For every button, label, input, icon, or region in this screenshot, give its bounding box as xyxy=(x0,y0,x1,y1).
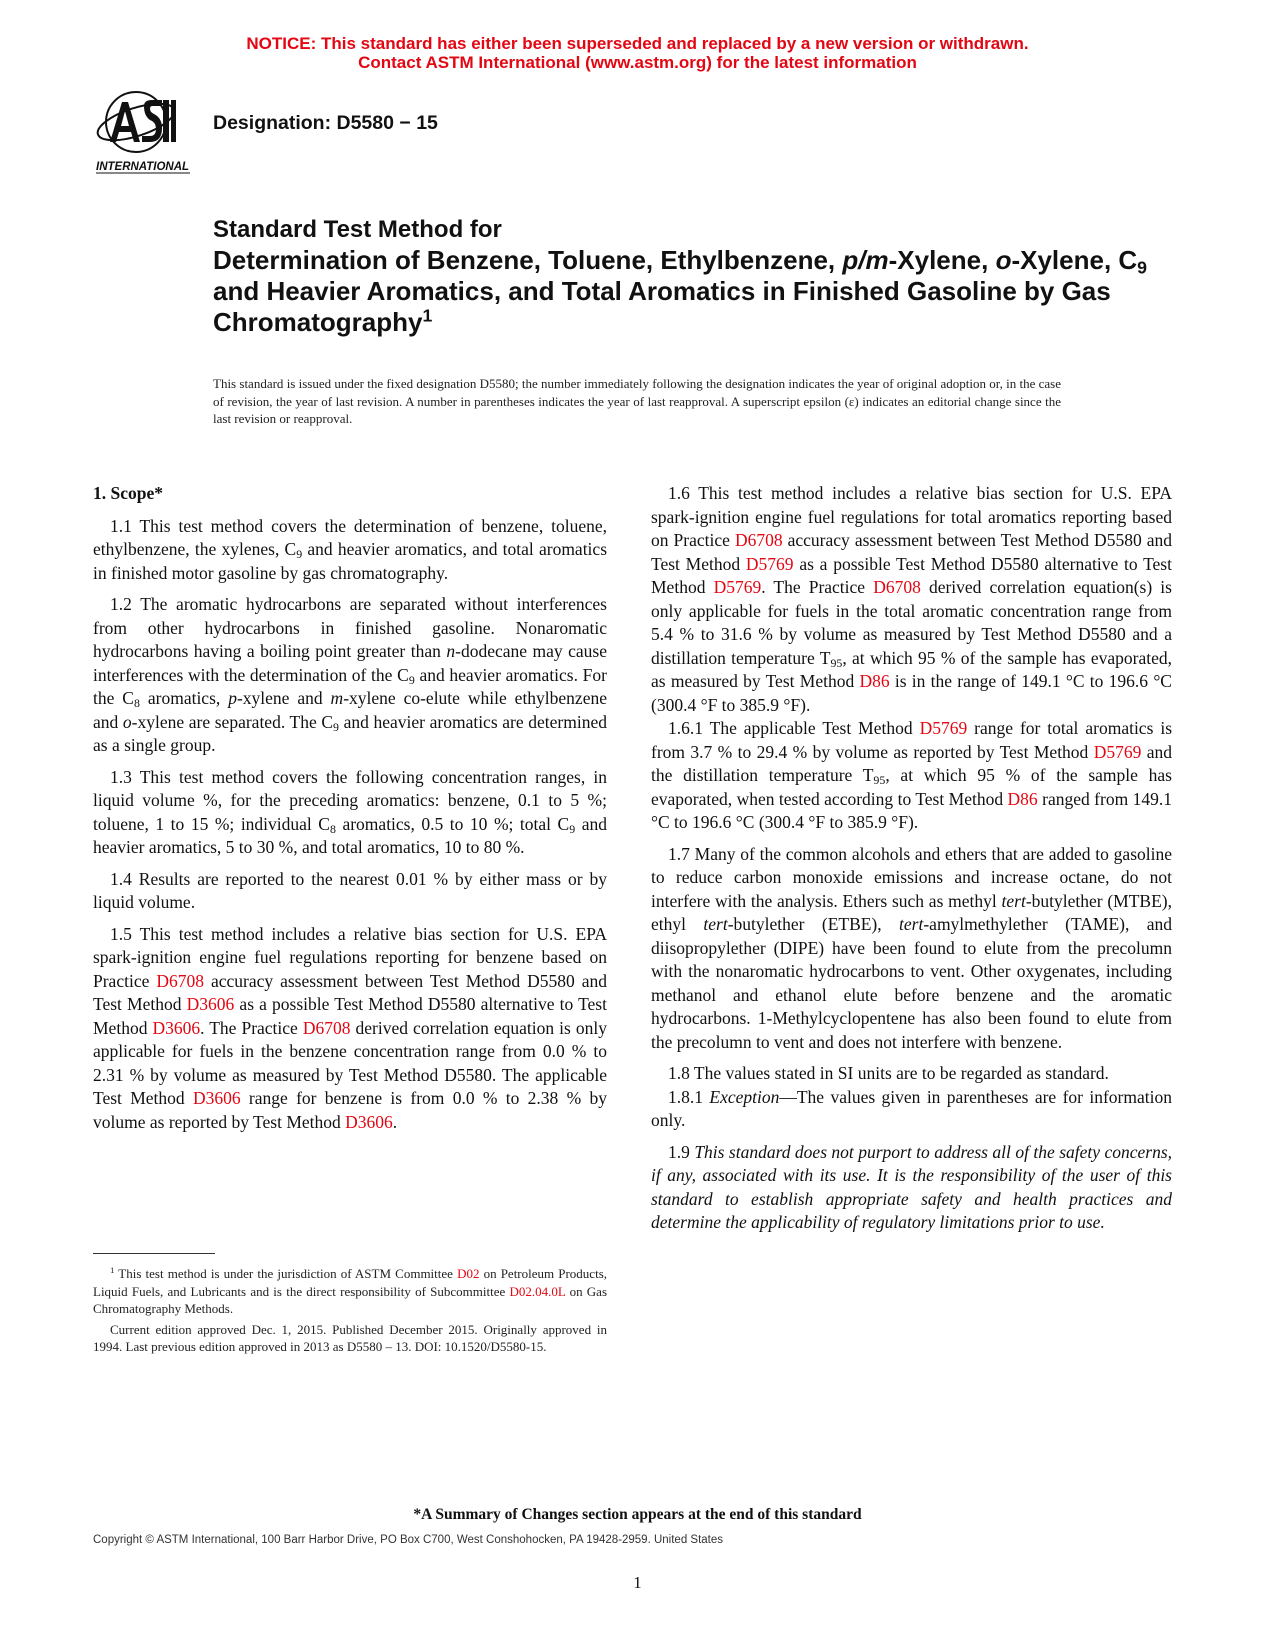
title-main: Determination of Benzene, Toluene, Ethylbenzene, p/m-Xylene, o-Xylene, $C_9$ and Heavier Aromatics, and Total Aromatics in Finished Gasoline by Gas Chromatography$^1$ xyxy=(213,245,1148,337)
link-d5769[interactable]: D5769 xyxy=(1093,741,1142,762)
footnote-marker: 1 xyxy=(422,305,433,326)
title-line-1: Standard Test Method for xyxy=(213,216,502,243)
logo-wordmark: INTERNATIONAL xyxy=(96,161,190,173)
link-d86[interactable]: D86 xyxy=(859,671,890,691)
right-column xyxy=(651,482,1172,1243)
footnote-1: $^1$ This test method is under the jurisdiction of ASTM Committee D02 on Petroleum Products, Liquid Fuels, and Lubricants and is the direct responsibility of Subcommittee D02.04.0L on Gas Chromatography Methods. xyxy=(93,1265,608,1316)
left-column xyxy=(93,482,607,1142)
document-title xyxy=(213,214,1173,338)
paragraph-1-2: 1.2 The aromatic hydrocarbons are separated without interferences from other hydrocarbons in finished gasoline. Nonaromatic hydrocarbons having a boiling point greater than n-dodecane may cause interferences with the determination of the $C_9$ and heavier aromatics. For the $C_8$ aromatics, p-xylene and m-xylene co-elute while ethylbenzene and o-xylene are separated. The $C_9$ and heavier aromatics are determined as a single group. xyxy=(93,594,608,755)
designation: Designation: D5580 − 15 xyxy=(213,112,438,134)
link-d02-04-0l[interactable]: D02.04.0L xyxy=(509,1283,566,1299)
link-d6708[interactable]: D6708 xyxy=(734,530,783,550)
page-number: 1 xyxy=(633,1573,642,1592)
copyright-line: Copyright © ASTM International, 100 Barr Harbor Drive, PO Box C700, West Conshohocken, PA 19428-2959. United States xyxy=(93,1534,724,1546)
footnote-edition: Current edition approved Dec. 1, 2015. Published December 2015. Originally approved in 1994. Last previous edition approved in 2013 as D5580 – 13. DOI: 10.1520/D5580-15. xyxy=(93,1321,607,1354)
paragraph-1-8: 1.8 The values stated in SI units are to be regarded as standard. xyxy=(668,1063,1109,1083)
paragraph-1-6: 1.6 This test method includes a relative bias section for U.S. EPA spark-ignition engine fuel regulations for total aromatics reporting based on Practice D6708 accuracy assessment between Test Method D5580 and Test Method D5769 as a possible Test Method D5580 alternative to Test Method D5769. The Practice D6708 derived correlation equation(s) is only applicable for fuels in the total aromatic concentration range from 5.4 % to 31.6 % by volume as measured by Test Method D5580 and a distillation temperature $T_{95}$, at which 95 % of the sample has evaporated, as measured by Test Method D86 is in the range of 149.1 °C to 196.6 °C (300.4 °F to 385.9 °F). xyxy=(651,483,1173,715)
astm-international-logo-icon xyxy=(92,84,198,180)
footnote-divider xyxy=(93,1253,215,1254)
link-d6708[interactable]: D6708 xyxy=(873,577,921,597)
paragraph-1-4: 1.4 Results are reported to the nearest 0.01 % by either mass or by liquid volume. xyxy=(93,868,607,912)
withdrawal-notice xyxy=(0,34,1275,72)
link-d02[interactable]: D02 xyxy=(457,1266,480,1281)
notice-line-1: NOTICE: This standard has either been superseded and replaced by a new version or withdrawn. xyxy=(246,34,1029,53)
link-d3606[interactable]: D3606 xyxy=(186,994,235,1014)
footnote xyxy=(93,1265,607,1359)
paragraph-1-9: 1.9 This standard does not purport to address all of the safety concerns, if any, associated with its use. It is the responsibility of the user of this standard to establish appropriate safety and health practices and determine the applicability of regulatory limitations prior to use. xyxy=(651,1141,1173,1232)
section-heading-scope: 1. Scope* xyxy=(93,483,163,503)
link-d5769[interactable]: D5769 xyxy=(745,553,794,574)
paragraph-1-6-1: 1.6.1 The applicable Test Method D5769 range for total aromatics is from 3.7 % to 29.4 % by volume as reported by Test Method D5769 and the distillation temperature $T_{95}$, at which 95 % of the sample has evaporated, when tested according to Test Method D86 ranged from 149.1 °C to 196.6 °C (300.4 °F to 385.9 °F). xyxy=(651,718,1172,832)
link-d3606[interactable]: D3606 xyxy=(152,1017,201,1038)
paragraph-1-1: 1.1 This test method covers the determination of benzene, toluene, ethylbenzene, the xylenes, $C_9$ and heavier aromatics, and total aromatics in finished motor gasoline by gas chromatography. xyxy=(93,515,607,583)
link-d3606[interactable]: D3606 xyxy=(345,1111,393,1132)
link-d3606[interactable]: D3606 xyxy=(192,1088,241,1108)
link-d6708[interactable]: D6708 xyxy=(156,970,204,991)
paragraph-1-7: 1.7 Many of the common alcohols and ethers that are added to gasoline to reduce carbon monoxide emissions and increase octane, do not interfere with the analysis. Ethers such as methyl tert-butylether (MTBE), ethyl tert-butylether (ETBE), tert-amylmethylether (TAME), and diisopropylether (DIPE) have been found to elute from the precolumn with the nonaromatic hydrocarbons to vent. Other oxygenates, including methanol and ethanol elute before benzene and the aromatic hydrocarbons. 1-Methylcyclopentene has also been found to elute from the precolumn to vent and does not interfere with benzene. xyxy=(651,843,1172,1052)
paragraph-1-3: 1.3 This test method covers the following concentration ranges, in liquid volume %, for the preceding aromatics: benzene, 0.1 to 5 %; toluene, 1 to 15 %; individual $C_8$ aromatics, 0.5 to 10 %; total $C_9$ and heavier aromatics, 5 to 30 %, and total aromatics, 10 to 80 %. xyxy=(93,766,607,857)
link-d5769[interactable]: D5769 xyxy=(713,577,762,597)
paragraph-1-5: 1.5 This test method includes a relative bias section for U.S. EPA spark-ignition engine fuel regulations reporting for benzene based on Practice D6708 accuracy assessment between Test Method D5580 and Test Method D3606 as a possible Test Method D5580 alternative to Test Method D3606. The Practice D6708 derived correlation equation is only applicable for fuels in the benzene concentration range from 0.0 % to 2.31 % by volume as measured by Test Method D5580. The applicable Test Method D3606 range for benzene is from 0.0 % to 2.38 % by volume as reported by Test Method D3606. xyxy=(93,923,608,1132)
notice-line-2: Contact ASTM International (www.astm.org) for the latest information xyxy=(358,53,917,72)
link-d6708[interactable]: D6708 xyxy=(302,1017,351,1038)
link-d86[interactable]: D86 xyxy=(1007,788,1038,809)
paragraph-1-8-1: 1.8.1 Exception—The values given in parentheses are for information only. xyxy=(651,1086,1172,1130)
issuance-note: This standard is issued under the fixed designation D5580; the number immediately following the designation indicates the year of original adoption or, in the case of revision, the year of last revision. A number in parentheses indicates the year of last reapproval. A superscript epsilon (ε) indicates an editorial change since the last revision or reapproval. xyxy=(213,376,1061,426)
summary-of-changes-note: *A Summary of Changes section appears at the end of this standard xyxy=(413,1506,862,1523)
link-d5769[interactable]: D5769 xyxy=(919,718,968,738)
